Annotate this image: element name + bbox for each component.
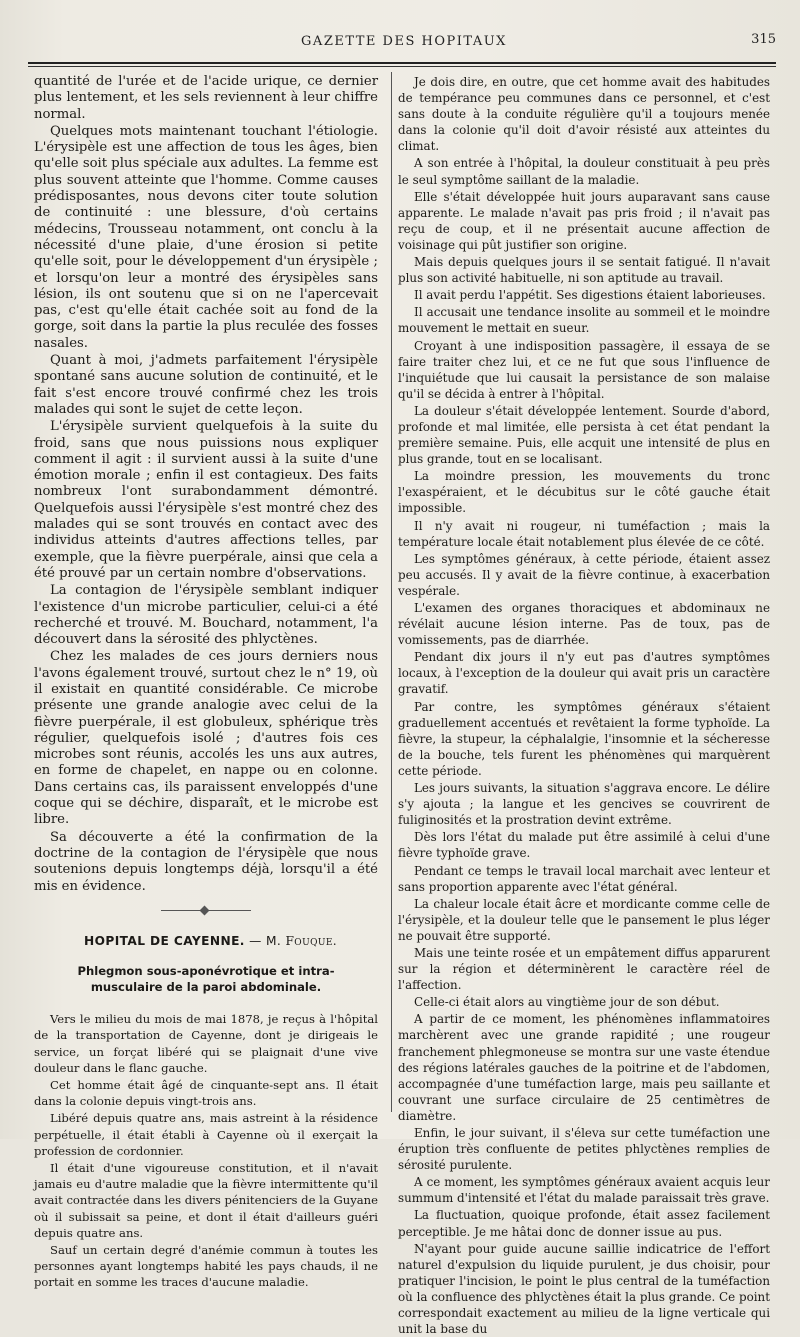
left-column	[34, 74, 378, 1291]
article-body-left	[34, 1011, 378, 1290]
header-rule-thick	[28, 62, 776, 64]
header-rule-thin	[28, 66, 776, 67]
paragraph: Il n'y avait ni rougeur, ni tuméfaction ; mais la température locale était notablement plus élevée de ce côté.	[398, 518, 770, 549]
paragraph: Libéré depuis quatre ans, mais astreint à la résidence perpétuelle, il était établi à Cayenne où il exerçait la profession de cordonnier.	[34, 1111, 378, 1158]
paragraph: A partir de ce moment, les phénomènes inflammatoires marchèrent avec une grande rapidité ; une rougeur franchement phlegmoneuse se montra sur une vaste étendue des régions latérales gauches de la poitrine et de l'abdomen, accompagnée d'une tuméfaction large, mais peu saillante et couvrant une surface circulaire de 25 centimètres de diamètre.	[398, 1012, 770, 1123]
paragraph: Il accusait une tendance insolite au sommeil et le moindre mouvement le mettait en sueur.	[398, 305, 770, 336]
page-header	[28, 28, 780, 50]
author-name: Fouque.	[285, 933, 338, 948]
paragraph: Celle-ci était alors au vingtième jour de son début.	[414, 995, 720, 1010]
journal-title: GAZETTE DES HOPITAUX	[301, 34, 507, 49]
paragraph: Les symptômes généraux, à cette période, étaient assez peu accusés. Il y avait de la fièvre continue, à exacerbation vespérale.	[398, 551, 770, 598]
paragraph: Cet homme était âgé de cinquante-sept ans. Il était dans la colonie depuis vingt-trois ans.	[34, 1077, 378, 1109]
right-column	[398, 74, 770, 1337]
paragraph: A ce moment, les symptômes généraux avaient acquis leur summum d'intensité et l'état du malade paraissait très grave.	[398, 1175, 770, 1206]
paragraph: La fluctuation, quoique profonde, était assez facilement perceptible. Je me hâtai donc de donner issue au pus.	[398, 1208, 770, 1239]
section-heading	[34, 933, 378, 949]
paragraph: L'érysipèle survient quelquefois à la suite du froid, sans que nous puissions nous expliquer comment il agit : il survient aussi à la suite d'une émotion morale ; enfin il est contagieux. Des faits nombreux l'ont surabondamment démontré. Quelquefois aussi l'érysipèle s'est montré chez des malades qui se sont trouvés en contact avec des individus atteints d'autres affections telles, par exemple, que la fièvre puerpérale, ainsi que cela a été prouvé par un certain nombre d'observations.	[34, 419, 378, 581]
paragraph: Chez les malades de ces jours derniers nous l'avons également trouvé, surtout chez le n° 19, où il existait en quantité considérable. Ce microbe présente une grande analogie avec celui de la fièvre puerpérale, il est globuleux, sphérique très régulier, quelquefois isolé ; d'autres fois ces microbes sont réunis, accolés les uns aux autres, en forme de chapelet, en nappe ou en colonne. Dans certains cas, ils paraissent enveloppés d'une coque qui se déchire, disparaît, et le microbe est libre.	[34, 649, 378, 828]
page-number: 315	[751, 32, 776, 47]
paragraph: Croyant à une indisposition passagère, il essaya de se faire traiter chez lui, et ce ne fut que sous l'influence de l'inquiétude que lui causait la persistance de son malaise qu'il se décida à entrer à l'hôpital.	[398, 338, 770, 401]
paragraph: quantité de l'urée et de l'acide urique, ce dernier plus lentement, et les sels reviennent à leur chiffre normal.	[34, 74, 378, 122]
paragraph: N'ayant pour guide aucune saillie indicatrice de l'effort naturel d'expulsion du liquide purulent, je dus choisir, pour pratiquer l'incision, le point le plus central de la tuméfaction où la confluence des phlyctènes était la plus grande. Ce point correspondait exactement au milieu de la ligne verticale qui unit la base du	[398, 1241, 770, 1337]
paragraph: Quant à moi, j'admets parfaitement l'érysipèle spontané sans aucune solution de continuité, et le fait s'est encore trouvé confirmé chez les trois malades qui sont le sujet de cette leçon.	[34, 353, 378, 417]
paragraph: Sa découverte a été la confirmation de la doctrine de la contagion de l'érysipèle que nous soutenions depuis longtemps déjà, lorsqu'il a été mis en évidence.	[34, 829, 378, 894]
paragraph: Dès lors l'état du malade put être assimilé à celui d'une fièvre typhoïde grave.	[398, 830, 770, 861]
column-divider	[391, 72, 392, 1112]
paragraph: L'examen des organes thoraciques et abdominaux ne révélait aucune lésion interne. Pas de toux, pas de vomissements, pas de diarrhée.	[398, 601, 770, 648]
paragraph: Mais depuis quelques jours il se sentait fatigué. Il n'avait plus son activité habituelle, ni son aptitude au travail.	[398, 255, 770, 286]
section-ornament	[161, 907, 251, 915]
paragraph: Par contre, les symptômes généraux s'étaient graduellement accentués et revêtaient la forme typhoïde. La fièvre, la stupeur, la céphalalgie, l'insomnie et la sécheresse de la bouche, tels furent les phénomènes qui marquèrent cette période.	[398, 699, 770, 778]
paragraph: A son entrée à l'hôpital, la douleur constituait à peu près le seul symptôme saillant de la maladie.	[398, 156, 770, 187]
paragraph: Je dois dire, en outre, que cet homme avait des habitudes de tempérance peu communes dans ce personnel, et c'est sans doute à la conduite régulière qu'il a toujours menée dans la colonie qu'il doit d'avoir résisté aux atteintes du climat.	[398, 75, 770, 154]
hospital-name: HOPITAL DE CAYENNE.	[84, 933, 245, 948]
paragraph: Enfin, le jour suivant, il s'éleva sur cette tuméfaction une éruption très confluente de petites phlyctènes remplies de sérosité purulente.	[398, 1126, 770, 1173]
paragraph: La contagion de l'érysipèle semblant indiquer l'existence d'un microbe particulier, celui-ci a été recherché et trouvé. M. Bouchard, notamment, l'a découvert dans la sérosité des phlyctènes.	[34, 583, 378, 648]
paragraph: Pendant ce temps le travail local marchait avec lenteur et sans proportion apparente avec l'état général.	[398, 863, 770, 894]
paragraph: Les jours suivants, la situation s'aggrava encore. Le délire s'y ajouta ; la langue et les gencives se couvrirent de fuliginosités et la prostration devint extrême.	[398, 781, 770, 828]
paragraph: Il était d'une vigoureuse constitution, et il n'avait jamais eu d'autre maladie que la fièvre intermittente qu'il avait contractée dans les divers pénitenciers de la Guyane où il subissait sa peine, et dont il était d'ailleurs guéri depuis quatre ans.	[34, 1160, 378, 1240]
ornament-diamond	[200, 905, 210, 915]
paragraph: Pendant dix jours il n'y eut pas d'autres symptômes locaux, à l'exception de la douleur qui avait pris un caractère gravatif.	[398, 650, 770, 697]
paragraph: Quelques mots maintenant touchant l'étiologie. L'érysipèle est une affection de tous les âges, bien qu'elle soit plus spéciale aux adultes. La femme est plus souvent atteinte que l'homme. Comme causes prédisposantes, nous devons citer toute solution de continuité : une blessure, d'où certains médecins, Trousseau notamment, ont conclu à la nécessité d'une plaie, d'une érosion si petite qu'elle soit, pour le développement d'un érysipèle ; et lorsqu'on leur a montré des érysipèles sans lésion, ils ont soutenu que si on ne l'apercevait pas, c'est qu'elle était cachée soit au fond de la gorge, soit dans la partie la plus reculée des fosses nasales.	[34, 123, 378, 351]
paragraph: La douleur s'était développée lentement. Sourde d'abord, profonde et mal limitée, elle persista à cet état pendant la première semaine. Puis, elle acquit une intensité de plus en plus grande, tout en se localisant.	[398, 403, 770, 467]
heading-separator: — M.	[244, 933, 286, 948]
paragraph: Il avait perdu l'appétit. Ses digestions étaient laborieuses.	[414, 288, 766, 303]
paragraph: La chaleur locale était âcre et mordicante comme celle de l'érysipèle, et la douleur telle que le pansement le plus léger ne pouvait être supporté.	[398, 896, 770, 943]
paragraph: Elle s'était développée huit jours auparavant sans cause apparente. Le malade n'avait pas pris froid ; il n'avait pas reçu de coup, et il ne présentait aucune affection de voisinage qui pût justifier son origine.	[398, 189, 770, 252]
paragraph: Vers le milieu du mois de mai 1878, je reçus à l'hôpital de la transportation de Cayenne, dont je dirigeais le service, un forçat libéré qui se plaignait d'une vive douleur dans le flanc gauche.	[34, 1012, 378, 1075]
paragraph: Sauf un certain degré d'anémie commun à toutes les personnes ayant longtemps habité les pays chauds, il ne portait en somme les traces d'aucune maladie.	[34, 1242, 378, 1290]
paragraph: Mais une teinte rosée et un empâtement diffus apparurent sur la région et déterminèrent le caractère réel de l'affection.	[398, 945, 770, 993]
paragraph: La moindre pression, les mouvements du tronc l'exaspéraient, et le décubitus sur le côté gauche était impossible.	[398, 469, 770, 516]
article-title: Phlegmon sous-aponévrotique et intra-musculaire de la paroi abdominale.	[77, 964, 335, 995]
